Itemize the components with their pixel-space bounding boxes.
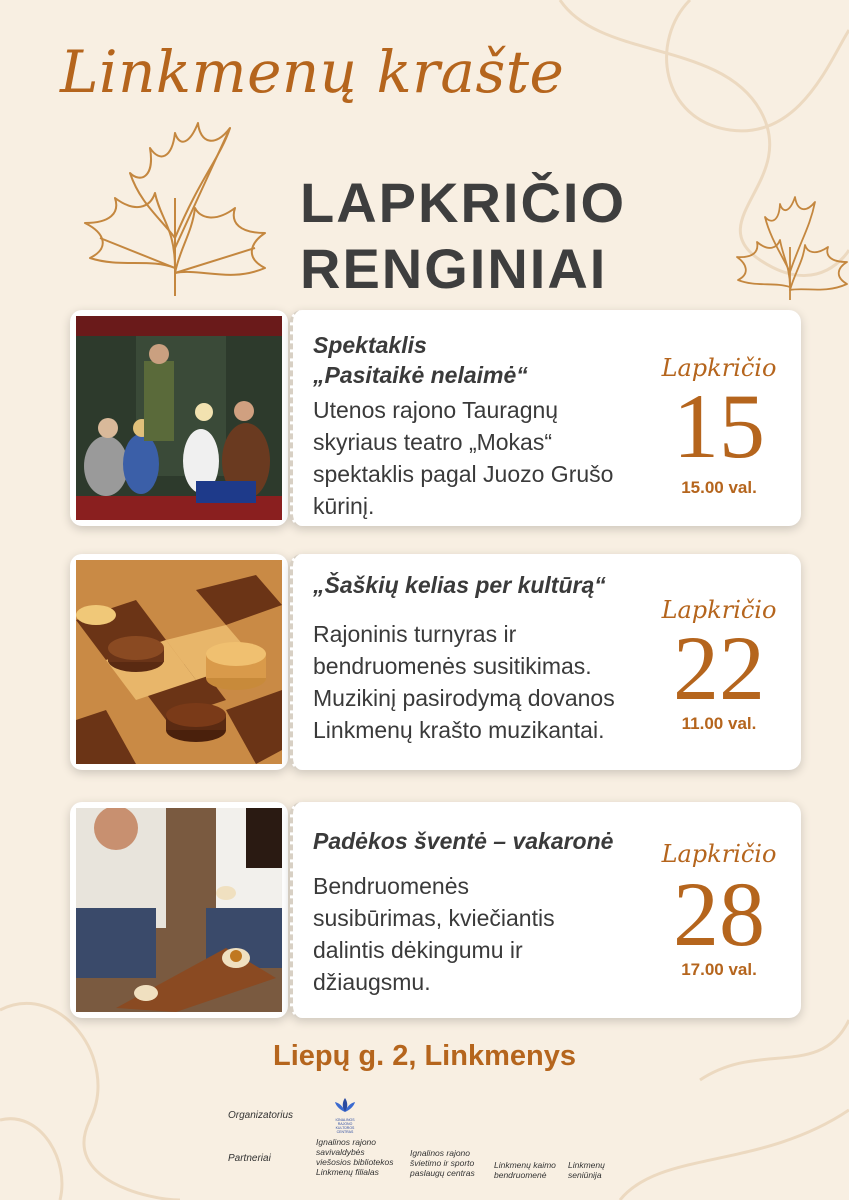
event-card-2 [70,554,798,774]
event-photo-theatre [70,310,288,526]
event-time: 17.00 val. [681,960,757,979]
event-info-3 [290,802,801,1018]
event-info-2 [290,554,801,770]
maple-leaf-small-icon [735,192,849,302]
event-month: Lapkričio [661,354,777,382]
lotus-logo-icon [334,1096,356,1114]
main-title-line2: RENGINIAI [300,237,608,300]
organizer-logo-text: IGNALINOS RAJONO KULTŪROS CENTRAS [335,1118,355,1134]
organizer-logo [330,1096,360,1134]
event-day: 28 [673,863,765,965]
event-description: Rajoninis turnyras ir bendruomenės susitikimas. Muzikinį pasirodymą dovanos Linkmenų krašto muzikantai. [313,621,615,743]
event-month: Lapkričio [661,596,777,624]
main-title-line1: LAPKRIČIO [300,171,626,234]
event-month: Lapkričio [661,840,777,868]
partner-community: Linkmenų kaimo bendruomenė [494,1160,556,1180]
event-description: Utenos rajono Tauragnų skyriaus teatro „Mokas“ spektaklis pagal Juozo Grušo kūrinį. [313,397,614,519]
event-card-3 [70,802,798,1022]
event-day: 15 [673,375,765,477]
event-photo-checkers [70,554,288,770]
event-time: 15.00 val. [681,478,757,497]
event-description: Bendruomenės susibūrimas, kviečiantis dalintis dėkingumu ir džiaugsmu. [313,873,555,995]
partner-education-center: Ignalinos rajono švietimo ir sporto paslaugų centras [410,1148,475,1178]
event-photo-tea [70,802,288,1018]
event-card-1 [70,310,798,530]
event-title: Spektaklis „Pasitaikė nelaimė“ [313,332,528,388]
event-address: Liepų g. 2, Linkmenys [273,1040,576,1072]
event-info-1 [290,310,801,526]
event-time: 11.00 val. [681,714,757,733]
organizer-label: Organizatorius [228,1110,294,1121]
maple-leaf-icon [80,118,270,298]
event-day: 22 [673,617,765,719]
script-title: Linkmenų krašte [60,38,565,106]
partner-library: Ignalinos rajono savivaldybės viešosios bibliotekos Linkmenų filialas [316,1137,394,1177]
event-title: Padėkos šventė – vakaronė [313,828,614,854]
main-title [300,170,700,302]
partner-eldership: Linkmenų seniūnija [568,1160,605,1180]
partners-label: Partneriai [228,1153,271,1164]
event-title: „Šaškių kelias per kultūrą“ [313,572,606,598]
